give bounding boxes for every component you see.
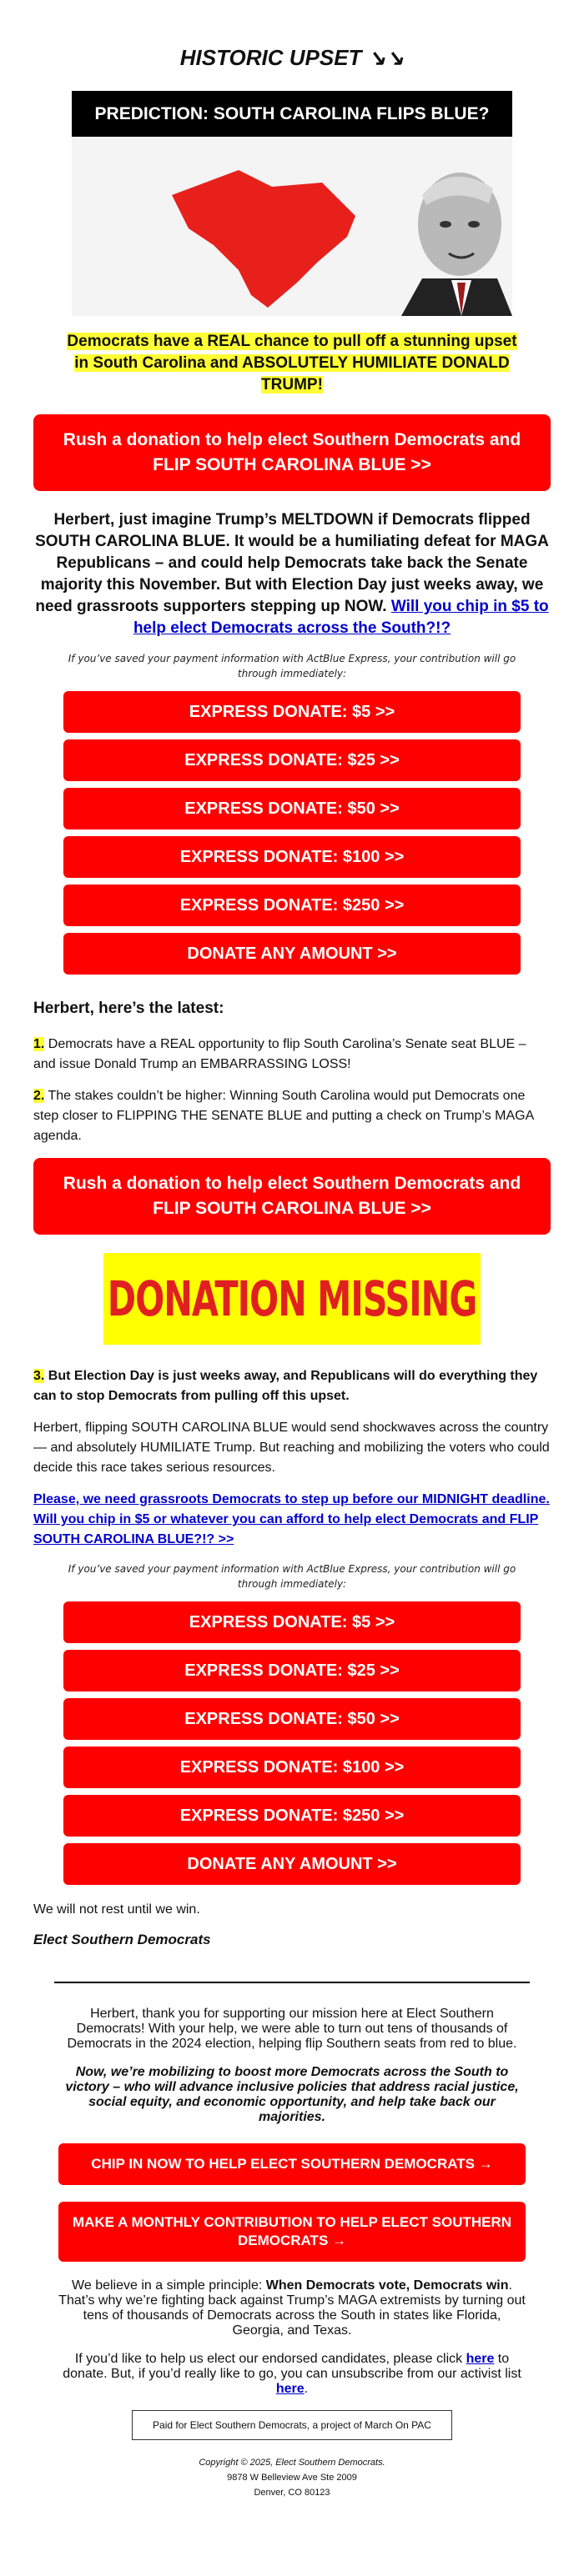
unsubscribe-link[interactable]: here — [275, 2382, 305, 2396]
actblue-note: If you’ve saved your payment information with ActBlue Express, your contribution will go through immediately: — [68, 653, 516, 679]
donate-50-button[interactable]: EXPRESS DONATE: $50 >> — [63, 1698, 521, 1740]
donate-here-link[interactable]: here — [466, 2352, 495, 2366]
principle-bold: When Democrats vote, Democrats win — [265, 2278, 509, 2293]
footer-address — [33, 2455, 551, 2500]
donation-missing-text: DONATION MISSING — [107, 1270, 477, 1327]
donate-100-button[interactable]: EXPRESS DONATE: $100 >> — [63, 836, 521, 878]
unsub-mid: to donate. But, if you’d really like to go, you can unsubscribe from our activist list — [63, 2352, 521, 2381]
rush-donation-button[interactable]: Rush a donation to help elect Southern Democrats and FLIP SOUTH CAROLINA BLUE >> — [33, 414, 551, 491]
south-carolina-map-icon — [72, 137, 512, 316]
body-paragraph-1 — [33, 509, 551, 639]
item-text: But Election Day is just weeks away, and Republicans will do everything they can to stop Democrats from pulling off this upset. — [33, 1369, 538, 1403]
hero-banner-text: PREDICTION: SOUTH CAROLINA FLIPS BLUE? — [72, 91, 512, 137]
deadline-link-wrap — [33, 1490, 551, 1550]
donate-250-button[interactable]: EXPRESS DONATE: $250 >> — [63, 885, 521, 926]
donation-missing-image[interactable] — [103, 1253, 481, 1345]
unsub-pre: If you’d like to help us elect our endorsed candidates, please click — [74, 2352, 466, 2366]
email-body — [33, 0, 551, 2500]
latest-item-1 — [33, 1035, 551, 1075]
address-line-1: 9878 W Belleview Ave Ste 2009 — [227, 2473, 357, 2483]
rush-donation-button-2[interactable]: Rush a donation to help elect Southern Democrats and FLIP SOUTH CAROLINA BLUE >> — [33, 1158, 551, 1235]
body-text-1: Herbert, just imagine Trump’s MELTDOWN if Democrats flipped SOUTH CAROLINA BLUE. It would be a humiliating defeat for MAGA Republicans – and could help Democrats take back the Senate majority this November. But with Election Day just weeks away, we need grassroots supporters stepping up NOW. — [35, 511, 549, 615]
actblue-note-2: If you’ve saved your payment information with ActBlue Express, your contribution will go through immediately: — [68, 1563, 516, 1590]
divider — [54, 1982, 530, 1983]
donate-25-button[interactable]: EXPRESS DONATE: $25 >> — [63, 739, 521, 781]
donate-5-button[interactable]: EXPRESS DONATE: $5 >> — [63, 1601, 521, 1643]
donate-5-button[interactable]: EXPRESS DONATE: $5 >> — [63, 691, 521, 733]
item-number: 1. — [33, 1037, 45, 1051]
donate-button-group-2 — [33, 1601, 551, 1885]
footer-unsubscribe — [58, 2352, 526, 2397]
copyright: Copyright © 2025, Elect Southern Democrats. — [199, 2458, 385, 2468]
hero-image[interactable] — [72, 91, 512, 316]
item-text: Democrats have a REAL opportunity to flip South Carolina’s Senate seat BLUE – and issue Donald Trump an EMBARRASSING LOSS! — [33, 1037, 526, 1071]
paid-for-box: Paid for Elect Southern Democrats, a project of March On PAC — [132, 2410, 452, 2440]
footer-mission: Now, we’re mobilizing to boost more Democrats across the South to victory – who will advance inclusive policies that address racial justice, social equity, and economic opportunity, and help take back our majorities. — [65, 2065, 519, 2124]
signature: Elect Southern Democrats — [33, 1932, 211, 1947]
principle-pre: We believe in a simple principle: — [72, 2278, 266, 2293]
deadline-link[interactable]: Please, we need grassroots Democrats to step up before our MIDNIGHT deadline. Will you chip in $5 or whatever you can afford to help elect Democrats and FLIP SOUTH CAROLINA BLUE?!? >> — [33, 1492, 550, 1546]
chip-in-now-button[interactable]: CHIP IN NOW TO HELP ELECT SOUTHERN DEMOCRATS → — [58, 2143, 526, 2185]
footer-thanks: Herbert, thank you for supporting our mission here at Elect Southern Democrats! With your help, we were able to turn out tens of thousands of Democrats in the 2024 election, helping flip Southern seats from red to blue. — [67, 2007, 517, 2051]
chip-in-link[interactable]: Will you chip in $5 to help elect Democrats across the South?!? — [133, 598, 549, 637]
donate-button-group-1 — [33, 691, 551, 975]
footer-principle — [58, 2278, 526, 2338]
donate-100-button[interactable]: EXPRESS DONATE: $100 >> — [63, 1747, 521, 1788]
hero-art — [72, 137, 512, 316]
unsub-end: . — [304, 2382, 309, 2396]
item-text: The stakes couldn’t be higher: Winning South Carolina would put Democrats one step closer to FLIPPING THE SENATE BLUE and putting a check on Trump’s MAGA agenda. — [33, 1089, 534, 1143]
latest-item-2 — [33, 1086, 551, 1146]
item-number: 3. — [33, 1369, 45, 1383]
latest-item-3 — [33, 1366, 551, 1406]
donate-50-button[interactable]: EXPRESS DONATE: $50 >> — [63, 788, 521, 829]
address-line-2: Denver, CO 80123 — [254, 2488, 330, 2498]
donate-any-button[interactable]: DONATE ANY AMOUNT >> — [63, 1843, 521, 1885]
closing-line: We will not rest until we win. — [33, 1902, 200, 1917]
headline: HISTORIC UPSET ↘↘ — [179, 45, 405, 70]
donate-25-button[interactable]: EXPRESS DONATE: $25 >> — [63, 1650, 521, 1691]
principle-post: . That’s why we’re fighting back against Trump’s MAGA extremists by turning out tens of thousands of Democrats across the South in states like Florida, Georgia, and Texas. — [58, 2278, 526, 2338]
intro-highlight — [58, 331, 526, 396]
latest-heading: Herbert, here’s the latest: — [33, 1000, 224, 1017]
donate-any-button[interactable]: DONATE ANY AMOUNT >> — [63, 933, 521, 975]
monthly-contribution-button[interactable]: MAKE A MONTHLY CONTRIBUTION TO HELP ELECT SOUTHERN DEMOCRATS → — [58, 2202, 526, 2262]
donate-250-button[interactable]: EXPRESS DONATE: $250 >> — [63, 1795, 521, 1837]
item-number: 2. — [33, 1089, 45, 1103]
body-paragraph-2: Herbert, flipping SOUTH CAROLINA BLUE would send shockwaves across the country — and absolutely HUMILIATE Trump. But reaching and mobilizing the voters who could decide this race takes serious resources. — [33, 1421, 550, 1475]
intro-text: Democrats have a REAL chance to pull off a stunning upset in South Carolina and ABSOLUTELY HUMILIATE DONALD TRUMP! — [67, 333, 517, 393]
